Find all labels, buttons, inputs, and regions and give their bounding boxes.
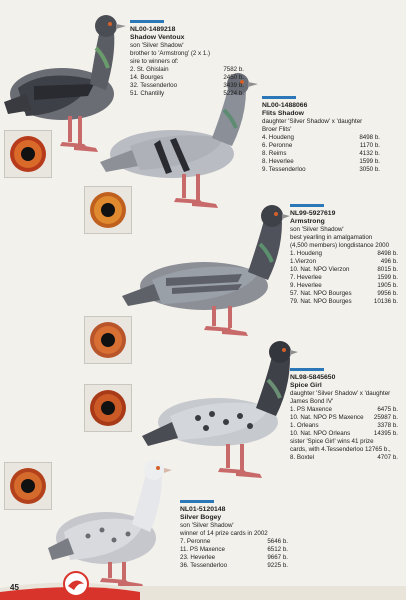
pigeon-entry-flits-shadow [262,96,380,174]
ring-number: NL01-5120148 [180,506,226,513]
pigeon-name: Flits Shadow [262,110,304,117]
race-result: 1.Vierzon 496 b. [290,258,398,265]
ring-number: NL99-5927619 [290,210,336,217]
eye-photo-1 [4,130,52,178]
pedigree-line: daughter 'Silver Shadow' x 'daughter [262,118,363,125]
pigeon-name: Silver Bogey [180,514,222,521]
entry-accent-bar [290,368,324,371]
entry-accent-bar [180,500,214,503]
pedigree-line: daughter 'Silver Shadow' x 'daughter [290,390,391,397]
race-result: 6. Peronne 1170 b. [262,142,380,149]
race-result: 10. Nat. NPO PS Maxence 25987 b. [290,414,398,421]
race-result: 57. Nat. NPO Bourges 9956 b. [290,290,398,297]
race-result: 79. Nat. NPO Bourges 10136 b. [290,298,398,305]
eye-photo-5 [4,462,52,510]
race-result: 10. Nat. NPO Vierzon 8015 b. [290,266,398,273]
race-result: 10. Nat. NPO Orleans 14395 b. [290,430,398,437]
race-result: 1. PS Maxence 6475 b. [290,406,398,413]
race-result: 7. Heverlee 1599 b. [290,274,398,281]
pedigree-line: cards, with 4.Tessenderloo 12765 b., [290,446,391,453]
entry-accent-bar [130,20,164,23]
pedigree-line: Broer Flits' [262,126,292,133]
race-result: 7. Peronne 5646 b. [180,538,288,545]
pigeon-name: Spice Girl [290,382,322,389]
race-result: 8. Boxtel 4707 b. [290,454,398,461]
eye-photo-3 [84,316,132,364]
eye-photo-2 [84,186,132,234]
pigeon-entry-armstrong [290,204,398,306]
pedigree-line: sire to winners of: [130,58,179,65]
race-result: 32. Tessenderloo 3439 b. [130,82,244,89]
pedigree-line: James Bond IV' [290,398,334,405]
pedigree-line: son 'Silver Shadow' [130,42,184,49]
race-result: 2. St. Ghislain 7582 b. [130,66,244,73]
pigeon-entry-shadow-ventoux [130,20,244,98]
ring-number: NL00-1488066 [262,102,308,109]
race-result: 1. Orleans 3378 b. [290,422,398,429]
pedigree-line: best yearling in amalgamation [290,234,373,241]
race-result: 14. Bourges 2450 b. [130,74,244,81]
race-result: 11. PS Maxence 6512 b. [180,546,288,553]
emblem-icon [62,570,90,598]
ring-number: NL00-1489218 [130,26,176,33]
race-result: 36. Tessenderloo 9225 b. [180,562,288,569]
pedigree-line: winner of 14 prize cards in 2002 [180,530,268,537]
race-result: 4. Houdeng 8498 b. [262,134,380,141]
race-result: 9. Tessenderloo 3050 b. [262,166,380,173]
pigeon-name: Shadow Ventoux [130,34,185,41]
pigeon-name: Armstrong [290,218,325,225]
eye-photo-4 [84,384,132,432]
pedigree-line: brother to 'Armstrong' (2 x 1.) [130,50,211,57]
pedigree-line: sister 'Spice Girl' wins 41 prize [290,438,374,445]
entry-accent-bar [290,204,324,207]
pigeon-photo-armstrong [122,200,290,340]
race-result: 8. Reims 4132 b. [262,150,380,157]
pedigree-line: son 'Silver Shadow' [180,522,234,529]
pedigree-line: son 'Silver Shadow' [290,226,344,233]
footer-wave-decoration [0,574,406,600]
race-result: 1. Houdeng 8498 b. [290,250,398,257]
pigeon-entry-spice-girl [290,368,398,462]
ring-number: NL98-5845650 [290,374,336,381]
entry-accent-bar [262,96,296,99]
race-result: 23. Heverlee 9667 b. [180,554,288,561]
page-number: 45 [10,583,19,592]
race-result: 8. Heverlee 1599 b. [262,158,380,165]
pedigree-line: (4,500 members) longdistance 2000 [290,242,390,249]
race-result: 51. Chantilly 5224 b. [130,90,244,97]
race-result: 9. Heverlee 1905 b. [290,282,398,289]
pigeon-entry-silver-bogey [180,500,288,570]
